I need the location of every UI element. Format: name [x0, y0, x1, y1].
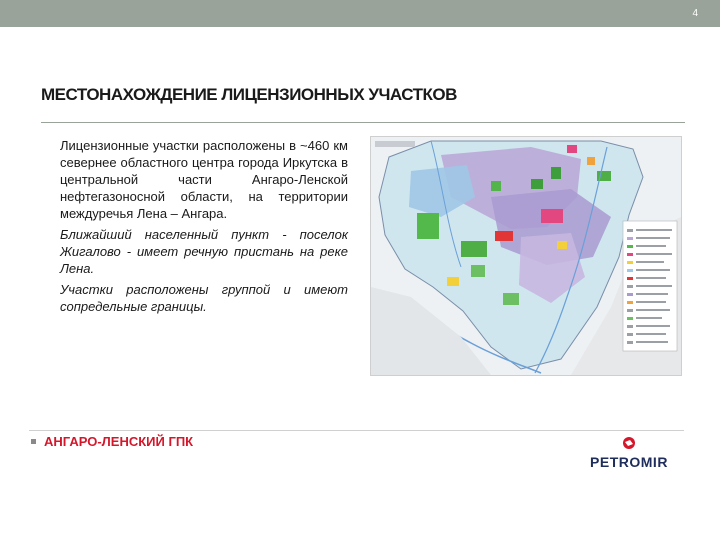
paragraph-borders: Участки расположены группой и имеют сопредельные границы.: [60, 282, 348, 314]
footer-divider: [29, 430, 684, 431]
page-number: 4: [692, 8, 698, 19]
paragraph-settlement: Ближайший населенный пункт - поселок Жигалово - имеет речную пристань на реке Лена.: [60, 227, 348, 276]
title-divider: [41, 122, 685, 123]
top-bar: [0, 0, 720, 27]
license-area-map: [370, 136, 682, 376]
petromir-logo-icon: [574, 434, 684, 474]
bullet-square-icon: [31, 439, 36, 444]
body-text: [60, 137, 348, 319]
logo-wordmark: PETROMIR: [590, 454, 668, 470]
footer-company: АНГАРО-ЛЕНСКИЙ ГПК: [44, 434, 194, 449]
slide-title: МЕСТОНАХОЖДЕНИЕ ЛИЦЕНЗИОННЫХ УЧАСТКОВ: [41, 85, 457, 104]
paragraph-location: Лицензионные участки расположены в ~460 км севернее областного центра города Иркутска в центральной части Ангаро-Ленской нефтегазоносной области, на территории междуречья Лена – Ангара.: [60, 138, 348, 221]
